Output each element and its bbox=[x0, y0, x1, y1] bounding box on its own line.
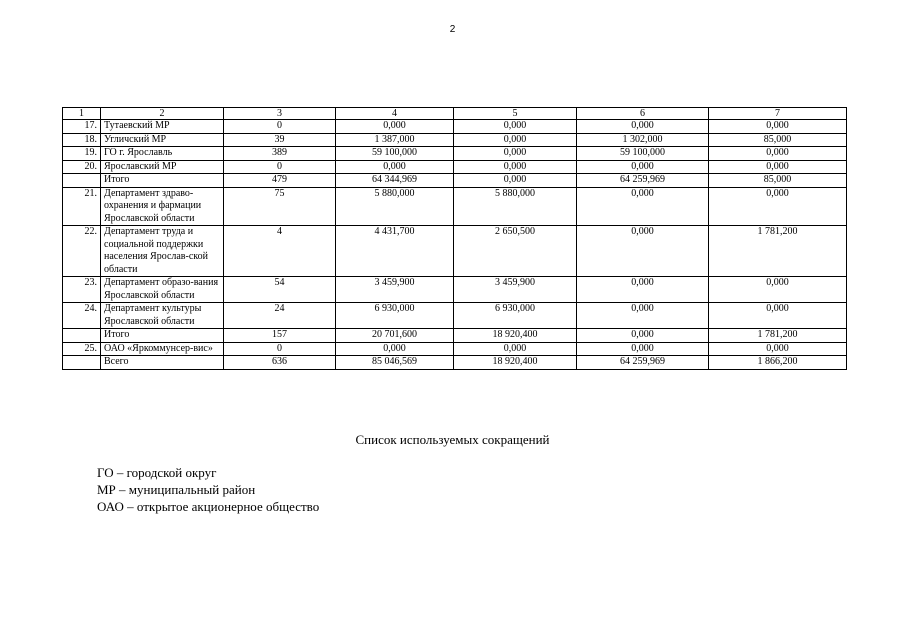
table-row bbox=[63, 329, 847, 343]
column-header: 4 bbox=[336, 108, 454, 120]
table-row bbox=[63, 226, 847, 277]
abbreviations-title: Список используемых сокращений bbox=[355, 432, 550, 447]
cell-count: 4 bbox=[224, 226, 336, 277]
cell-col7: 0,000 bbox=[709, 277, 847, 303]
column-header: 1 bbox=[63, 108, 101, 120]
cell-total: 5 880,000 bbox=[336, 187, 454, 226]
cell-col6: 1 302,000 bbox=[577, 133, 709, 147]
cell-count: 24 bbox=[224, 303, 336, 329]
cell-total: 0,000 bbox=[336, 160, 454, 174]
row-number bbox=[63, 329, 101, 343]
cell-total: 0,000 bbox=[336, 120, 454, 134]
row-name: Департамент труда и социальной поддержки населения Ярослав-ской области bbox=[101, 226, 224, 277]
cell-col6: 64 259,969 bbox=[577, 174, 709, 188]
column-header: 6 bbox=[577, 108, 709, 120]
cell-col6: 0,000 bbox=[577, 277, 709, 303]
cell-count: 636 bbox=[224, 356, 336, 370]
abbreviation-item: МР – муниципальный район bbox=[97, 482, 256, 497]
table-row bbox=[63, 120, 847, 134]
cell-col5: 0,000 bbox=[454, 160, 577, 174]
row-name: ОАО «Яркоммунсер-вис» bbox=[101, 342, 224, 356]
cell-col7: 85,000 bbox=[709, 133, 847, 147]
cell-total: 3 459,900 bbox=[336, 277, 454, 303]
cell-col5: 18 920,400 bbox=[454, 356, 577, 370]
cell-count: 157 bbox=[224, 329, 336, 343]
cell-total: 64 344,969 bbox=[336, 174, 454, 188]
cell-count: 479 bbox=[224, 174, 336, 188]
row-name: Департамент культуры Ярославской области bbox=[101, 303, 224, 329]
cell-total: 0,000 bbox=[336, 342, 454, 356]
cell-total: 1 387,000 bbox=[336, 133, 454, 147]
cell-col7: 0,000 bbox=[709, 187, 847, 226]
data-table bbox=[62, 107, 847, 370]
cell-col7: 0,000 bbox=[709, 147, 847, 161]
cell-count: 0 bbox=[224, 120, 336, 134]
cell-count: 389 bbox=[224, 147, 336, 161]
cell-col7: 0,000 bbox=[709, 120, 847, 134]
row-number bbox=[63, 174, 101, 188]
cell-col6: 64 259,969 bbox=[577, 356, 709, 370]
row-name: Тутаевский МР bbox=[101, 120, 224, 134]
cell-count: 0 bbox=[224, 160, 336, 174]
cell-total: 85 046,569 bbox=[336, 356, 454, 370]
cell-col5: 0,000 bbox=[454, 342, 577, 356]
table-row bbox=[63, 133, 847, 147]
cell-col6: 0,000 bbox=[577, 160, 709, 174]
row-name: Департамент образо-вания Ярославской области bbox=[101, 277, 224, 303]
cell-col7: 1 866,200 bbox=[709, 356, 847, 370]
table-row bbox=[63, 303, 847, 329]
cell-col5: 0,000 bbox=[454, 120, 577, 134]
cell-col7: 1 781,200 bbox=[709, 329, 847, 343]
cell-col6: 59 100,000 bbox=[577, 147, 709, 161]
cell-col6: 0,000 bbox=[577, 329, 709, 343]
cell-count: 39 bbox=[224, 133, 336, 147]
cell-total: 59 100,000 bbox=[336, 147, 454, 161]
row-name: Итого bbox=[101, 174, 224, 188]
row-name: Всего bbox=[101, 356, 224, 370]
cell-col5: 5 880,000 bbox=[454, 187, 577, 226]
row-number: 21. bbox=[63, 187, 101, 226]
table-row bbox=[63, 356, 847, 370]
cell-col7: 0,000 bbox=[709, 342, 847, 356]
cell-col5: 3 459,900 bbox=[454, 277, 577, 303]
cell-col7: 1 781,200 bbox=[709, 226, 847, 277]
column-header: 3 bbox=[224, 108, 336, 120]
cell-col7: 85,000 bbox=[709, 174, 847, 188]
table-header-row bbox=[63, 108, 847, 120]
cell-col5: 6 930,000 bbox=[454, 303, 577, 329]
table-row bbox=[63, 187, 847, 226]
row-name: Угличский МР bbox=[101, 133, 224, 147]
cell-col6: 0,000 bbox=[577, 226, 709, 277]
cell-col5: 0,000 bbox=[454, 147, 577, 161]
table-row bbox=[63, 342, 847, 356]
table-row bbox=[63, 277, 847, 303]
cell-total: 20 701,600 bbox=[336, 329, 454, 343]
column-header: 7 bbox=[709, 108, 847, 120]
abbreviation-item: ОАО – открытое акционерное общество bbox=[97, 499, 320, 514]
row-number: 23. bbox=[63, 277, 101, 303]
cell-col7: 0,000 bbox=[709, 160, 847, 174]
row-number: 22. bbox=[63, 226, 101, 277]
page-number: 2 bbox=[449, 24, 456, 35]
cell-col7: 0,000 bbox=[709, 303, 847, 329]
cell-count: 54 bbox=[224, 277, 336, 303]
cell-col6: 0,000 bbox=[577, 187, 709, 226]
row-name: ГО г. Ярославль bbox=[101, 147, 224, 161]
row-name: Итого bbox=[101, 329, 224, 343]
row-name: Ярославский МР bbox=[101, 160, 224, 174]
abbreviations-list bbox=[97, 464, 319, 515]
cell-count: 0 bbox=[224, 342, 336, 356]
table-row bbox=[63, 147, 847, 161]
row-number: 17. bbox=[63, 120, 101, 134]
cell-col6: 0,000 bbox=[577, 120, 709, 134]
column-header: 2 bbox=[101, 108, 224, 120]
cell-count: 75 bbox=[224, 187, 336, 226]
cell-col5: 0,000 bbox=[454, 133, 577, 147]
row-number: 19. bbox=[63, 147, 101, 161]
row-number bbox=[63, 356, 101, 370]
table-row bbox=[63, 160, 847, 174]
cell-total: 6 930,000 bbox=[336, 303, 454, 329]
cell-col6: 0,000 bbox=[577, 342, 709, 356]
column-header: 5 bbox=[454, 108, 577, 120]
row-number: 25. bbox=[63, 342, 101, 356]
cell-col5: 0,000 bbox=[454, 174, 577, 188]
cell-col5: 18 920,400 bbox=[454, 329, 577, 343]
cell-col6: 0,000 bbox=[577, 303, 709, 329]
cell-total: 4 431,700 bbox=[336, 226, 454, 277]
row-number: 20. bbox=[63, 160, 101, 174]
cell-col5: 2 650,500 bbox=[454, 226, 577, 277]
table-row bbox=[63, 174, 847, 188]
abbreviation-item: ГО – городской округ bbox=[97, 465, 217, 480]
row-name: Департамент здраво-охранения и фармации Ярославской области bbox=[101, 187, 224, 226]
row-number: 18. bbox=[63, 133, 101, 147]
row-number: 24. bbox=[63, 303, 101, 329]
